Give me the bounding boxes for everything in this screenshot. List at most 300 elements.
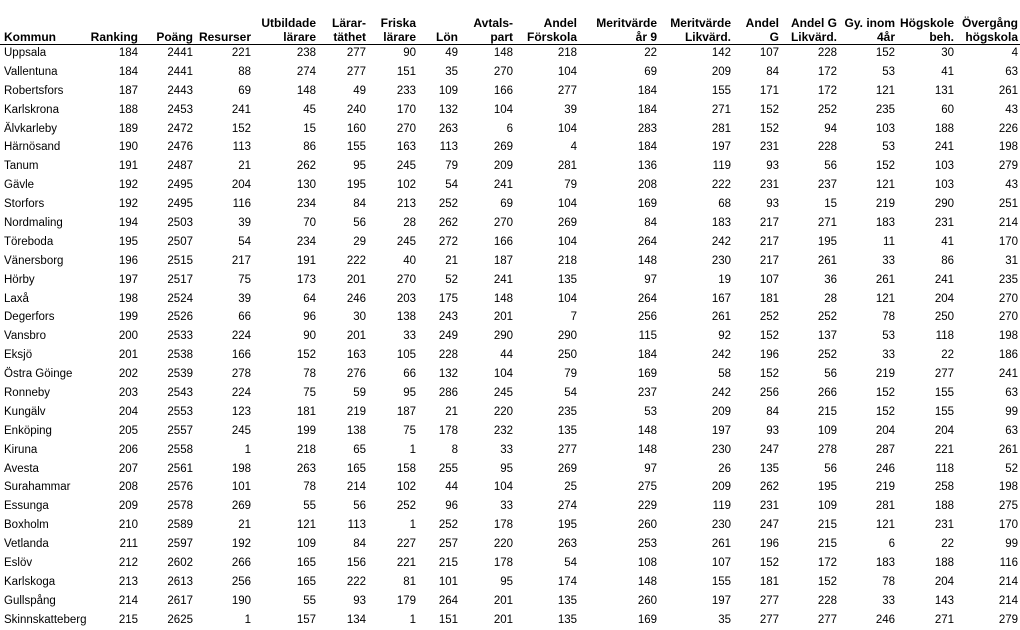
value-cell: 252 (396, 500, 416, 513)
value-cell: 55 (303, 594, 316, 607)
value-cell: 2558 (167, 443, 193, 456)
value-cell: 2602 (167, 556, 193, 569)
value-cell: 191 (296, 254, 316, 267)
value-cell: 188 (934, 500, 954, 513)
value-cell: 118 (935, 462, 954, 475)
value-cell: 263 (438, 122, 458, 135)
column-header-line2: täthet (333, 29, 366, 44)
value-cell: 204 (934, 424, 954, 437)
value-cell: 217 (231, 254, 251, 267)
value-cell: 152 (759, 122, 779, 135)
value-cell: 2553 (167, 405, 193, 418)
value-cell: 158 (396, 462, 416, 475)
value-cell: 53 (882, 141, 895, 154)
value-cell: 21 (445, 405, 458, 418)
value-cell: 2507 (167, 235, 193, 248)
value-cell: 2538 (167, 349, 193, 362)
value-cell: 148 (637, 424, 657, 437)
table-row (0, 365, 1020, 384)
value-cell: 231 (759, 179, 779, 192)
value-cell: 2557 (167, 424, 193, 437)
value-cell: 113 (232, 141, 251, 154)
value-cell: 196 (118, 254, 138, 267)
table-row (0, 214, 1020, 233)
value-cell: 15 (824, 198, 837, 211)
value-cell: 121 (875, 292, 895, 305)
kommun-cell: Skinnskatteberg (4, 613, 87, 626)
value-cell: 277 (817, 613, 837, 626)
value-cell: 44 (500, 349, 513, 362)
value-cell: 245 (396, 160, 416, 173)
kommun-cell: Avesta (4, 462, 39, 475)
value-cell: 189 (118, 122, 138, 135)
kommun-cell: Vänersborg (4, 254, 64, 267)
value-cell: 200 (118, 330, 138, 343)
value-cell: 96 (445, 500, 458, 513)
value-cell: 196 (759, 538, 779, 551)
value-cell: 179 (396, 594, 416, 607)
value-cell: 190 (118, 141, 138, 154)
value-cell: 181 (759, 575, 779, 588)
table-row (0, 176, 1020, 195)
value-cell: 2576 (167, 481, 193, 494)
value-cell: 271 (817, 216, 837, 229)
value-cell: 264 (438, 594, 458, 607)
column-header-line2: lärare (383, 29, 416, 44)
value-cell: 104 (557, 235, 577, 248)
value-cell: 275 (998, 500, 1018, 513)
value-cell: 152 (875, 386, 895, 399)
value-cell: 49 (353, 84, 366, 97)
value-cell: 192 (118, 198, 138, 211)
table-row (0, 195, 1020, 214)
kommun-cell: Vetlanda (4, 538, 49, 551)
value-cell: 21 (238, 519, 251, 532)
value-cell: 69 (644, 65, 657, 78)
value-cell: 109 (817, 500, 837, 513)
value-cell: 238 (296, 47, 316, 60)
table-row (0, 384, 1020, 403)
value-cell: 53 (644, 405, 657, 418)
value-cell: 59 (353, 386, 366, 399)
value-cell: 30 (941, 47, 954, 60)
value-cell: 290 (934, 198, 954, 211)
value-cell: 152 (759, 103, 779, 116)
value-cell: 54 (238, 235, 251, 248)
value-cell: 33 (882, 594, 895, 607)
value-cell: 2539 (167, 368, 193, 381)
table-row (0, 101, 1020, 120)
kommun-cell: Degerfors (4, 311, 55, 324)
value-cell: 275 (637, 481, 657, 494)
value-cell: 172 (817, 65, 837, 78)
value-cell: 63 (1005, 65, 1018, 78)
value-cell: 135 (557, 613, 577, 626)
kommun-cell: Robertsfors (4, 84, 64, 97)
value-cell: 152 (759, 368, 779, 381)
value-cell: 2453 (167, 103, 193, 116)
kommun-cell: Boxholm (4, 519, 49, 532)
value-cell: 270 (396, 122, 416, 135)
value-cell: 2495 (167, 179, 193, 192)
value-cell: 281 (711, 122, 731, 135)
value-cell: 116 (232, 198, 251, 211)
value-cell: 155 (934, 405, 954, 418)
value-cell: 105 (396, 349, 416, 362)
value-cell: 148 (493, 47, 513, 60)
value-cell: 270 (998, 292, 1018, 305)
value-cell: 33 (403, 330, 416, 343)
column-header (733, 0, 781, 44)
value-cell: 279 (998, 160, 1018, 173)
value-cell: 22 (941, 538, 954, 551)
value-cell: 270 (396, 273, 416, 286)
value-cell: 245 (493, 386, 513, 399)
column-header (956, 0, 1020, 44)
value-cell: 197 (711, 594, 731, 607)
value-cell: 2524 (167, 292, 193, 305)
value-cell: 21 (445, 254, 458, 267)
value-cell: 172 (817, 556, 837, 569)
value-cell: 250 (557, 349, 577, 362)
value-cell: 241 (493, 179, 513, 192)
value-cell: 235 (557, 405, 577, 418)
value-cell: 2443 (167, 84, 193, 97)
value-cell: 204 (875, 424, 895, 437)
value-cell: 204 (934, 575, 954, 588)
value-cell: 107 (759, 47, 779, 60)
kommun-cell: Uppsala (4, 47, 47, 60)
value-cell: 54 (445, 179, 458, 192)
value-cell: 132 (438, 103, 458, 116)
value-cell: 220 (493, 538, 513, 551)
value-cell: 45 (303, 103, 316, 116)
value-cell: 22 (644, 47, 657, 60)
value-cell: 242 (711, 235, 731, 248)
value-cell: 181 (296, 405, 316, 418)
value-cell: 93 (353, 594, 366, 607)
value-cell: 25 (564, 481, 577, 494)
value-cell: 201 (118, 349, 138, 362)
value-cell: 219 (346, 405, 366, 418)
value-cell: 218 (557, 254, 577, 267)
value-cell: 237 (817, 179, 837, 192)
value-cell: 79 (445, 160, 458, 173)
value-cell: 109 (438, 84, 458, 97)
value-cell: 277 (346, 47, 366, 60)
value-cell: 250 (934, 311, 954, 324)
value-cell: 84 (644, 216, 657, 229)
value-cell: 107 (711, 556, 731, 569)
value-cell: 203 (118, 386, 138, 399)
value-cell: 208 (118, 481, 138, 494)
column-header-line2: Poäng (156, 29, 193, 44)
value-cell: 220 (493, 405, 513, 418)
value-cell: 286 (438, 386, 458, 399)
value-cell: 33 (882, 254, 895, 267)
kommun-cell: Ronneby (4, 386, 51, 399)
kommun-cell: Östra Göinge (4, 368, 73, 381)
value-cell: 186 (998, 349, 1018, 362)
value-cell: 152 (817, 575, 837, 588)
value-cell: 218 (557, 47, 577, 60)
value-cell: 194 (118, 216, 138, 229)
value-cell: 81 (403, 575, 416, 588)
table-body (0, 44, 1020, 630)
value-cell: 213 (396, 198, 416, 211)
value-cell: 261 (998, 443, 1018, 456)
value-cell: 15 (303, 122, 316, 135)
table-row (0, 120, 1020, 139)
value-cell: 226 (998, 122, 1018, 135)
value-cell: 230 (711, 254, 731, 267)
value-cell: 103 (934, 179, 954, 192)
value-cell: 155 (346, 141, 366, 154)
value-cell: 184 (637, 84, 657, 97)
column-header (253, 0, 318, 44)
value-cell: 166 (493, 84, 513, 97)
value-cell: 41 (941, 65, 954, 78)
value-cell: 78 (303, 481, 316, 494)
value-cell: 247 (759, 443, 779, 456)
value-cell: 65 (353, 443, 366, 456)
value-cell: 135 (557, 594, 577, 607)
value-cell: 148 (493, 292, 513, 305)
value-cell: 171 (759, 84, 779, 97)
value-cell: 195 (817, 481, 837, 494)
value-cell: 199 (118, 311, 138, 324)
value-cell: 2561 (167, 462, 193, 475)
value-cell: 260 (637, 594, 657, 607)
value-cell: 52 (445, 273, 458, 286)
table-row (0, 308, 1020, 327)
value-cell: 26 (718, 462, 731, 475)
kommun-cell: Härnösand (4, 141, 61, 154)
value-cell: 231 (934, 519, 954, 532)
column-header-line1: Avtals- (473, 15, 513, 30)
column-header-line1: Lärar- (331, 15, 366, 30)
value-cell: 75 (238, 273, 251, 286)
column-header (195, 0, 253, 44)
value-cell: 203 (396, 292, 416, 305)
value-cell: 188 (118, 103, 138, 116)
value-cell: 215 (817, 405, 837, 418)
value-cell: 224 (231, 330, 251, 343)
table-row (0, 592, 1020, 611)
value-cell: 2472 (167, 122, 193, 135)
value-cell: 274 (296, 65, 316, 78)
value-cell: 245 (396, 235, 416, 248)
value-cell: 2625 (167, 613, 193, 626)
value-cell: 214 (998, 216, 1018, 229)
header-row (0, 0, 1020, 44)
value-cell: 255 (438, 462, 458, 475)
value-cell: 215 (817, 519, 837, 532)
value-cell: 166 (231, 349, 251, 362)
value-cell: 104 (557, 122, 577, 135)
value-cell: 123 (231, 405, 251, 418)
value-cell: 35 (718, 613, 731, 626)
kommun-cell: Gullspång (4, 594, 56, 607)
value-cell: 2533 (167, 330, 193, 343)
value-cell: 54 (564, 386, 577, 399)
value-cell: 190 (231, 594, 251, 607)
value-cell: 6 (888, 538, 895, 551)
value-cell: 222 (711, 179, 731, 192)
value-cell: 69 (500, 198, 513, 211)
value-cell: 52 (1005, 462, 1018, 475)
value-cell: 152 (875, 405, 895, 418)
value-cell: 70 (303, 216, 316, 229)
table-row (0, 478, 1020, 497)
value-cell: 264 (637, 292, 657, 305)
value-cell: 178 (493, 556, 513, 569)
value-cell: 215 (438, 556, 458, 569)
value-cell: 269 (557, 216, 577, 229)
value-cell: 137 (817, 330, 837, 343)
value-cell: 2517 (167, 273, 193, 286)
value-cell: 92 (718, 330, 731, 343)
value-cell: 202 (118, 368, 138, 381)
value-cell: 209 (118, 500, 138, 513)
value-cell: 84 (353, 198, 366, 211)
value-cell: 241 (493, 273, 513, 286)
value-cell: 95 (403, 386, 416, 399)
value-cell: 198 (998, 330, 1018, 343)
table-row (0, 157, 1020, 176)
column-header (368, 0, 418, 44)
value-cell: 287 (875, 443, 895, 456)
value-cell: 196 (759, 349, 779, 362)
table-row (0, 82, 1020, 101)
value-cell: 252 (817, 349, 837, 362)
value-cell: 169 (637, 368, 657, 381)
value-cell: 277 (346, 65, 366, 78)
column-header-line2: Resurser (198, 29, 251, 44)
kommun-cell: Enköping (4, 424, 52, 437)
column-header-line1: Högskole (899, 15, 954, 30)
value-cell: 121 (296, 519, 316, 532)
column-header (781, 0, 839, 44)
column-header-line2: part (490, 29, 513, 44)
value-cell: 277 (557, 84, 577, 97)
value-cell: 277 (557, 443, 577, 456)
value-cell: 221 (231, 47, 251, 60)
value-cell: 174 (557, 575, 577, 588)
value-cell: 11 (883, 235, 895, 248)
value-cell: 33 (500, 500, 513, 513)
value-cell: 108 (637, 556, 657, 569)
value-cell: 8 (451, 443, 458, 456)
value-cell: 209 (711, 65, 731, 78)
value-cell: 197 (118, 273, 138, 286)
value-cell: 251 (998, 198, 1018, 211)
value-cell: 214 (346, 481, 366, 494)
column-header (659, 0, 733, 44)
value-cell: 170 (998, 235, 1018, 248)
value-cell: 148 (637, 254, 657, 267)
value-cell: 101 (231, 481, 251, 494)
table-row (0, 422, 1020, 441)
value-cell: 263 (557, 538, 577, 551)
value-cell: 165 (296, 575, 316, 588)
value-cell: 240 (346, 103, 366, 116)
value-cell: 95 (353, 160, 366, 173)
value-cell: 7 (570, 311, 577, 324)
value-cell: 272 (438, 235, 458, 248)
table-row (0, 252, 1020, 271)
value-cell: 102 (396, 179, 416, 192)
table-row (0, 573, 1020, 592)
value-cell: 206 (118, 443, 138, 456)
value-cell: 246 (346, 292, 366, 305)
value-cell: 231 (759, 500, 779, 513)
table-row (0, 271, 1020, 290)
value-cell: 155 (934, 386, 954, 399)
value-cell: 252 (438, 198, 458, 211)
value-cell: 219 (875, 368, 895, 381)
value-cell: 68 (718, 198, 731, 211)
value-cell: 201 (493, 594, 513, 607)
value-cell: 187 (118, 84, 138, 97)
value-cell: 264 (637, 235, 657, 248)
value-cell: 1 (409, 519, 416, 532)
column-header-line2: lärare (283, 29, 316, 44)
value-cell: 256 (759, 386, 779, 399)
value-cell: 208 (637, 179, 657, 192)
value-cell: 29 (353, 235, 366, 248)
value-cell: 30 (353, 311, 366, 324)
column-header-line2: högskola (965, 29, 1018, 44)
column-header (140, 0, 195, 44)
value-cell: 234 (296, 198, 316, 211)
value-cell: 184 (637, 103, 657, 116)
value-cell: 49 (445, 47, 458, 60)
value-cell: 56 (824, 462, 837, 475)
value-cell: 19 (718, 273, 731, 286)
value-cell: 121 (875, 179, 895, 192)
value-cell: 252 (759, 311, 779, 324)
column-header-line1: Övergång (961, 15, 1018, 30)
value-cell: 43 (1005, 179, 1018, 192)
value-cell: 95 (500, 575, 513, 588)
column-header-line1: Friska (380, 15, 416, 30)
value-cell: 2441 (167, 47, 193, 60)
value-cell: 184 (118, 65, 138, 78)
value-cell: 1 (409, 443, 416, 456)
value-cell: 256 (637, 311, 657, 324)
value-cell: 281 (875, 500, 895, 513)
value-cell: 221 (396, 556, 416, 569)
value-cell: 279 (998, 613, 1018, 626)
value-cell: 79 (564, 179, 577, 192)
value-cell: 88 (238, 65, 251, 78)
value-cell: 214 (998, 575, 1018, 588)
value-cell: 249 (438, 330, 458, 343)
value-cell: 103 (934, 160, 954, 173)
value-cell: 66 (238, 311, 251, 324)
value-cell: 132 (438, 368, 458, 381)
kommun-cell: Laxå (4, 292, 29, 305)
table-row (0, 403, 1020, 422)
value-cell: 78 (882, 311, 895, 324)
value-cell: 257 (438, 538, 458, 551)
table-row (0, 441, 1020, 460)
value-cell: 104 (493, 481, 513, 494)
value-cell: 246 (875, 462, 895, 475)
kommun-cell: Eslöv (4, 556, 33, 569)
value-cell: 2503 (167, 216, 193, 229)
